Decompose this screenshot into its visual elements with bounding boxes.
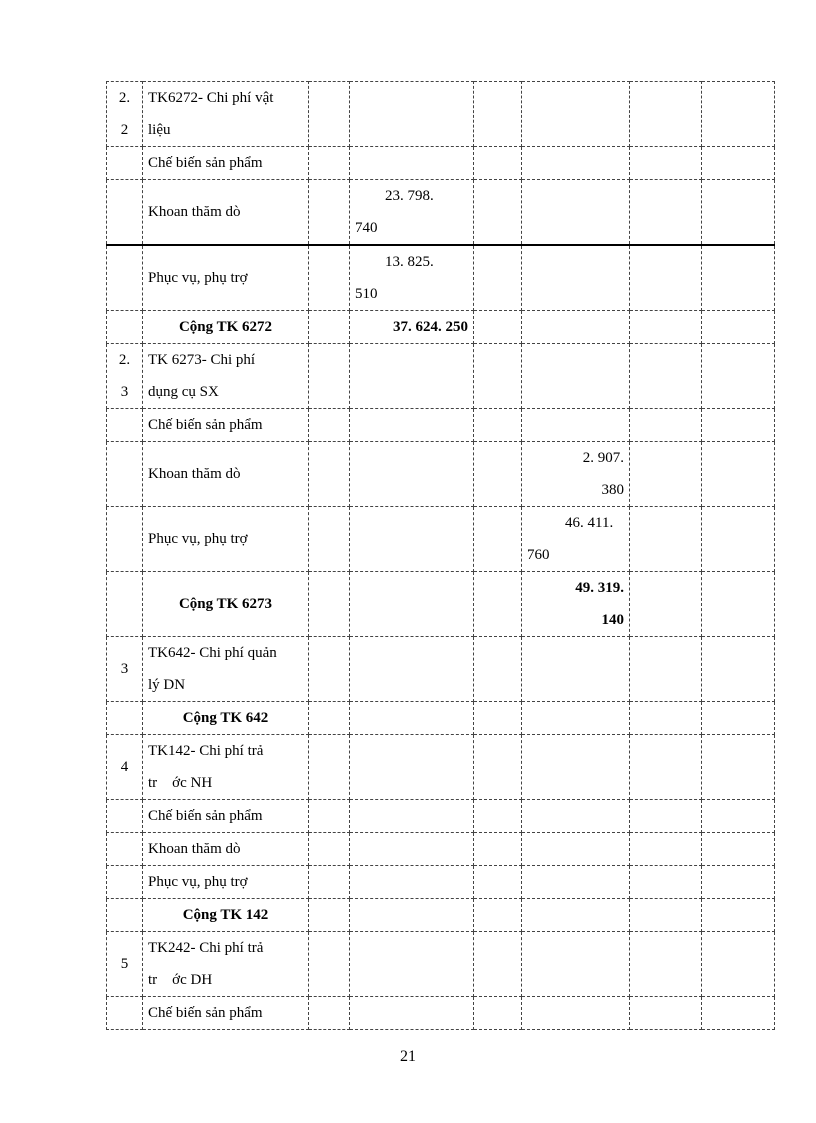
table-cell xyxy=(630,82,702,147)
table-cell xyxy=(702,180,775,246)
table-row xyxy=(107,245,775,311)
table-cell xyxy=(309,147,350,180)
row-number xyxy=(107,507,143,572)
row-number xyxy=(107,311,143,344)
row-description: Cộng TK 142 xyxy=(143,899,309,932)
amount-cell xyxy=(350,572,474,637)
row-number: 2. 2 xyxy=(107,82,143,147)
amount-cell xyxy=(350,866,474,899)
table-cell xyxy=(702,409,775,442)
row-description: Phục vụ, phụ trợ xyxy=(143,245,309,311)
page-number: 21 xyxy=(400,1048,416,1065)
amount-cell xyxy=(522,344,630,409)
amount-cell xyxy=(522,311,630,344)
row-number xyxy=(107,702,143,735)
amount-cell: 46. 411. 760 xyxy=(522,507,630,572)
amount-cell xyxy=(350,932,474,997)
table-cell xyxy=(702,572,775,637)
row-description: TK242- Chi phí trả tr ớc DH xyxy=(143,932,309,997)
row-description: Phục vụ, phụ trợ xyxy=(143,866,309,899)
table-row xyxy=(107,866,775,899)
table-cell xyxy=(702,637,775,702)
table-cell xyxy=(474,800,522,833)
row-number xyxy=(107,442,143,507)
table-cell xyxy=(309,866,350,899)
table-cell xyxy=(474,245,522,311)
table-cell xyxy=(309,344,350,409)
table-cell xyxy=(630,409,702,442)
table-cell xyxy=(309,409,350,442)
row-number xyxy=(107,800,143,833)
row-description: TK 6273- Chi phí dụng cụ SX xyxy=(143,344,309,409)
table-row xyxy=(107,997,775,1030)
amount-cell xyxy=(350,800,474,833)
table-cell xyxy=(474,735,522,800)
table-cell xyxy=(309,735,350,800)
table-row xyxy=(107,572,775,637)
table-row xyxy=(107,702,775,735)
row-number xyxy=(107,147,143,180)
table-cell xyxy=(474,637,522,702)
amount-cell xyxy=(350,409,474,442)
row-description: Chế biến sản phẩm xyxy=(143,800,309,833)
amount-cell: 2. 907. 380 xyxy=(522,442,630,507)
row-number: 2. 3 xyxy=(107,344,143,409)
table-cell xyxy=(474,572,522,637)
cost-ledger-table xyxy=(106,81,775,1030)
row-number xyxy=(107,997,143,1030)
table-cell xyxy=(702,702,775,735)
amount-cell xyxy=(350,702,474,735)
row-number: 3 xyxy=(107,637,143,702)
amount-cell xyxy=(522,833,630,866)
row-number xyxy=(107,409,143,442)
table-cell xyxy=(630,245,702,311)
table-cell xyxy=(309,800,350,833)
amount-cell xyxy=(522,800,630,833)
table-cell xyxy=(702,147,775,180)
table-cell xyxy=(474,932,522,997)
table-cell xyxy=(474,180,522,246)
amount-cell xyxy=(522,735,630,800)
table-cell xyxy=(474,409,522,442)
table-cell xyxy=(309,311,350,344)
row-number: 5 xyxy=(107,932,143,997)
amount-cell xyxy=(522,180,630,246)
table-cell xyxy=(309,245,350,311)
row-description: TK6272- Chi phí vật liệu xyxy=(143,82,309,147)
row-description: Cộng TK 6273 xyxy=(143,572,309,637)
table-cell xyxy=(702,311,775,344)
table-cell xyxy=(702,344,775,409)
amount-cell xyxy=(522,82,630,147)
table-cell xyxy=(474,82,522,147)
table-cell xyxy=(474,833,522,866)
table-row xyxy=(107,147,775,180)
table-cell xyxy=(630,735,702,800)
table-cell xyxy=(630,702,702,735)
table-cell xyxy=(630,997,702,1030)
table-cell xyxy=(309,507,350,572)
table-cell xyxy=(309,932,350,997)
table-row xyxy=(107,735,775,800)
row-description: Cộng TK 642 xyxy=(143,702,309,735)
table-row xyxy=(107,344,775,409)
amount-cell xyxy=(522,637,630,702)
table-cell xyxy=(474,899,522,932)
table-cell xyxy=(630,932,702,997)
table-cell xyxy=(309,997,350,1030)
row-description: Khoan thăm dò xyxy=(143,833,309,866)
amount-cell: 23. 798. 740 xyxy=(350,180,474,246)
amount-cell xyxy=(350,147,474,180)
row-description: Chế biến sản phẩm xyxy=(143,147,309,180)
table-cell xyxy=(309,180,350,246)
table-cell xyxy=(474,702,522,735)
table-cell xyxy=(702,932,775,997)
amount-cell xyxy=(350,997,474,1030)
table-row xyxy=(107,899,775,932)
amount-cell: 13. 825. 510 xyxy=(350,245,474,311)
table-cell xyxy=(630,572,702,637)
table-cell xyxy=(474,507,522,572)
table-cell xyxy=(309,702,350,735)
table-row xyxy=(107,932,775,997)
table-cell xyxy=(702,82,775,147)
table-cell xyxy=(702,735,775,800)
row-number xyxy=(107,572,143,637)
table-cell xyxy=(630,899,702,932)
table-cell xyxy=(702,507,775,572)
table-cell xyxy=(630,866,702,899)
table-cell xyxy=(630,800,702,833)
table-cell xyxy=(474,311,522,344)
table-cell xyxy=(474,344,522,409)
table-cell xyxy=(702,245,775,311)
row-number: 4 xyxy=(107,735,143,800)
table-cell xyxy=(630,833,702,866)
table-row xyxy=(107,311,775,344)
amount-cell xyxy=(350,442,474,507)
amount-cell: 37. 624. 250 xyxy=(350,311,474,344)
amount-cell xyxy=(522,932,630,997)
table-cell xyxy=(702,997,775,1030)
amount-cell xyxy=(350,637,474,702)
row-description: TK142- Chi phí trả tr ớc NH xyxy=(143,735,309,800)
amount-cell xyxy=(350,82,474,147)
table-cell xyxy=(630,180,702,246)
amount-cell: 49. 319. 140 xyxy=(522,572,630,637)
amount-cell xyxy=(522,409,630,442)
amount-cell xyxy=(350,735,474,800)
table-row xyxy=(107,637,775,702)
table-cell xyxy=(309,833,350,866)
table-cell xyxy=(702,800,775,833)
table-cell xyxy=(630,311,702,344)
table-cell xyxy=(630,637,702,702)
row-number xyxy=(107,180,143,246)
amount-cell xyxy=(522,997,630,1030)
table-cell xyxy=(309,82,350,147)
table-cell xyxy=(309,572,350,637)
table-cell xyxy=(474,442,522,507)
table-cell xyxy=(474,997,522,1030)
amount-cell xyxy=(522,866,630,899)
row-description: Khoan thăm dò xyxy=(143,180,309,246)
table-cell xyxy=(309,442,350,507)
table-cell xyxy=(702,866,775,899)
row-description: Khoan thăm dò xyxy=(143,442,309,507)
amount-cell xyxy=(522,245,630,311)
amount-cell xyxy=(522,147,630,180)
table-cell xyxy=(630,147,702,180)
row-number xyxy=(107,833,143,866)
amount-cell xyxy=(522,899,630,932)
table-cell xyxy=(630,507,702,572)
row-number xyxy=(107,245,143,311)
table-cell xyxy=(702,442,775,507)
table-cell xyxy=(474,866,522,899)
table-row xyxy=(107,442,775,507)
row-description: Chế biến sản phẩm xyxy=(143,997,309,1030)
amount-cell xyxy=(350,899,474,932)
row-description: Phục vụ, phụ trợ xyxy=(143,507,309,572)
table-cell xyxy=(630,344,702,409)
amount-cell xyxy=(350,833,474,866)
table-row xyxy=(107,82,775,147)
amount-cell xyxy=(350,344,474,409)
amount-cell xyxy=(522,702,630,735)
table-row xyxy=(107,507,775,572)
row-description: Cộng TK 6272 xyxy=(143,311,309,344)
table-cell xyxy=(702,899,775,932)
row-number xyxy=(107,866,143,899)
row-description: TK642- Chi phí quản lý DN xyxy=(143,637,309,702)
row-description: Chế biến sản phẩm xyxy=(143,409,309,442)
table-row xyxy=(107,800,775,833)
table-cell xyxy=(630,442,702,507)
table-cell xyxy=(309,637,350,702)
table-row xyxy=(107,833,775,866)
row-number xyxy=(107,899,143,932)
table-cell xyxy=(309,899,350,932)
table-cell xyxy=(702,833,775,866)
table-row xyxy=(107,409,775,442)
table-cell xyxy=(474,147,522,180)
table-row xyxy=(107,180,775,246)
amount-cell xyxy=(350,507,474,572)
